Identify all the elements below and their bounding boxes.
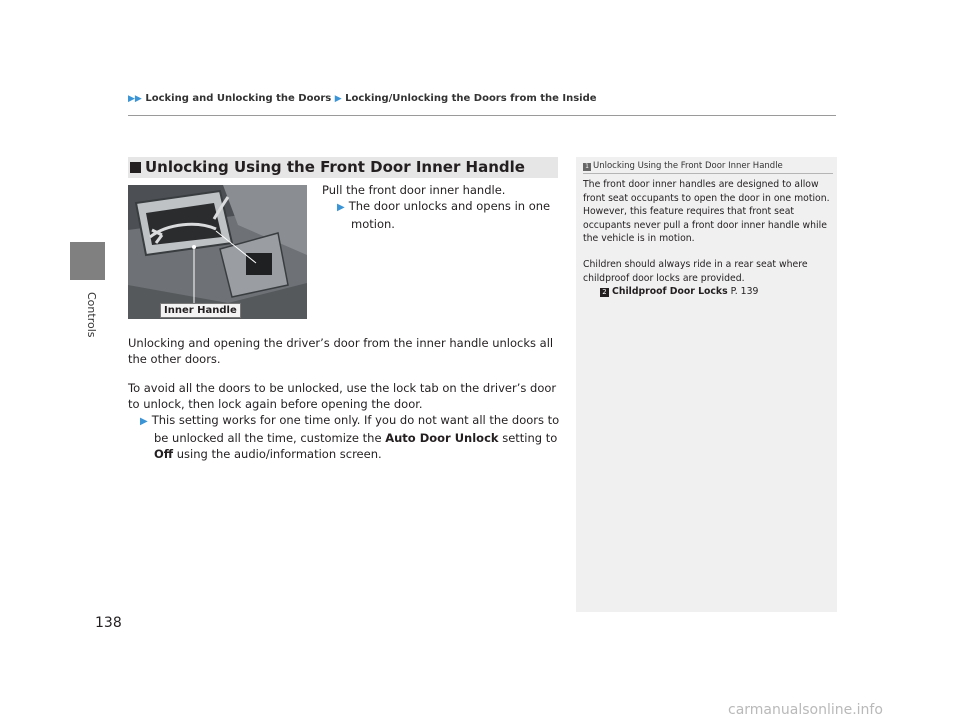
- note-text-after: using the audio/information screen.: [173, 447, 382, 461]
- chapter-tab-label: Controls: [85, 292, 98, 338]
- xref-page: P. 139: [727, 286, 759, 297]
- breadcrumb-arrow-icon: ▶▶: [128, 94, 142, 104]
- step-result-text: The door unlocks and opens in one motion.: [348, 199, 551, 231]
- sidebar-paragraph-1: The front door inner handles are designed to allow front seat occupants to open the door in one motion. However, this feature requires that front seat occupants never pull a front door inner handle while the vehicle is in motion.: [583, 179, 830, 244]
- result-arrow-icon: ▶: [337, 202, 345, 213]
- breadcrumb-item-inside[interactable]: Locking/Unlocking the Doors from the Inside: [345, 93, 597, 104]
- section-title: Unlocking Using the Front Door Inner Handle: [145, 158, 525, 176]
- xref-title[interactable]: Childproof Door Locks: [612, 286, 728, 297]
- chapter-tab-marker: [70, 242, 105, 280]
- sidebar-heading-text: Unlocking Using the Front Door Inner Handle: [593, 161, 783, 171]
- site-watermark: carmanualsonline.info: [728, 702, 883, 718]
- sidebar-note-number-icon: 1: [583, 163, 591, 171]
- sidebar-heading: [583, 161, 833, 174]
- breadcrumb-separator-icon: ▶: [334, 94, 342, 104]
- setting-value: Off: [154, 447, 174, 461]
- page-number: 138: [95, 615, 122, 631]
- header-rule: [128, 115, 836, 116]
- xref-childproof-locks[interactable]: [583, 285, 833, 299]
- breadcrumb-item-doors[interactable]: Locking and Unlocking the Doors: [145, 93, 332, 104]
- step-result: [337, 198, 552, 232]
- setting-name: Auto Door Unlock: [385, 431, 499, 445]
- note-text-before: This setting works for one time only. If you do not want all the doors to be unlocked all the time, customize the: [151, 413, 560, 445]
- door-handle-drawing: [128, 185, 307, 319]
- note-arrow-icon: ▶: [140, 416, 148, 427]
- paragraph-lock-tab: To avoid all the doors to be unlocked, use the lock tab on the driver’s door to unlock, then lock again before opening the door.: [128, 381, 557, 411]
- section-square-icon: [130, 162, 141, 173]
- door-handle-illustration: [128, 185, 307, 319]
- setting-note: [140, 412, 560, 462]
- figure-callout-label: Inner Handle: [160, 303, 241, 318]
- sidebar-paragraph-2-text: Children should always ride in a rear seat where childproof door locks are provided.: [583, 259, 808, 284]
- cross-reference-icon: 2: [600, 288, 609, 297]
- step-action: Pull the front door inner handle.: [322, 183, 506, 197]
- section-heading: [128, 157, 558, 178]
- paragraph-driver-door: Unlocking and opening the driver’s door from the inner handle unlocks all the other doors.: [128, 336, 554, 366]
- sidebar-paragraph-2: [583, 258, 833, 299]
- breadcrumb: [128, 93, 597, 104]
- note-text-middle: setting to: [498, 431, 558, 445]
- sidebar-notes: [576, 157, 837, 612]
